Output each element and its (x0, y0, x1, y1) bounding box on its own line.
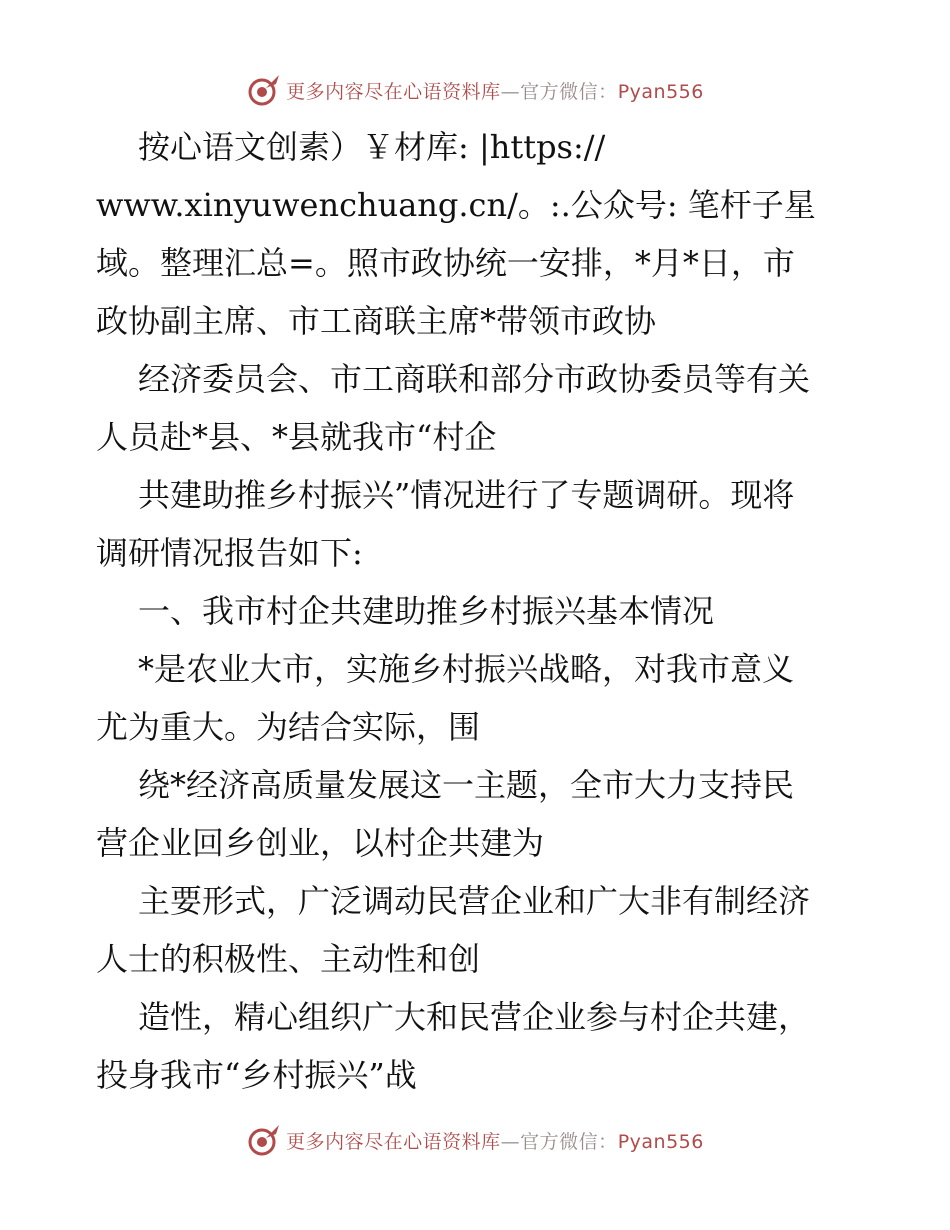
body-line: 政协副主席、市工商联主席*带领市政协 (96, 302, 657, 340)
watermark-text (286, 1127, 704, 1154)
body-line: 按心语文创素）￥材库: |https:// (138, 128, 606, 166)
body-line: 人士的积极性、主动性和创 (96, 940, 481, 978)
body-line: 主要形式，广泛调动民营企业和广大非有制经济 (138, 882, 811, 920)
watermark-brand: 更多内容尽在心语资料库 (286, 80, 501, 103)
body-line: 投身我市“乡村振兴”战 (96, 1056, 417, 1094)
body-line: 域。整理汇总=。照市政协统一安排，*月*日，市 (96, 244, 795, 282)
footer-watermark (0, 1120, 950, 1160)
quill-logo-icon (246, 1122, 282, 1158)
watermark-text (286, 77, 704, 104)
body-line: 一、我市村企共建助推乡村振兴基本情况 (138, 592, 715, 630)
body-line: 经济委员会、市工商联和部分市政协委员等有关 (138, 360, 811, 398)
watermark-official: 官方微信： (520, 80, 618, 103)
body-line: 造性，精心组织广大和民营企业参与村企共建， (138, 998, 811, 1036)
body-line: 调研情况报告如下: (96, 534, 363, 572)
header-watermark (0, 70, 950, 110)
watermark-separator: — (500, 1130, 521, 1153)
body-line: www.xinyuwenchuang.cn/。:.公众号: 笔杆子星 (96, 186, 816, 224)
watermark-wechat-id: Pyan556 (617, 80, 704, 103)
document-body (96, 118, 876, 1104)
watermark-brand: 更多内容尽在心语资料库 (286, 1130, 501, 1153)
body-line: 营企业回乡创业，以村企共建为 (96, 824, 545, 862)
quill-logo-icon (246, 72, 282, 108)
watermark-separator: — (500, 80, 521, 103)
body-line: 绕*经济高质量发展这一主题，全市大力支持民 (138, 766, 795, 804)
body-line: *是农业大市，实施乡村振兴战略，对我市意义 (138, 650, 795, 688)
body-line: 尤为重大。为结合实际，围 (96, 708, 481, 746)
watermark-official: 官方微信： (520, 1130, 618, 1153)
watermark-wechat-id: Pyan556 (617, 1130, 704, 1153)
body-line: 共建助推乡村振兴”情况进行了专题调研。现将 (138, 476, 795, 514)
body-line: 人员赴*县、*县就我市“村企 (96, 418, 497, 456)
